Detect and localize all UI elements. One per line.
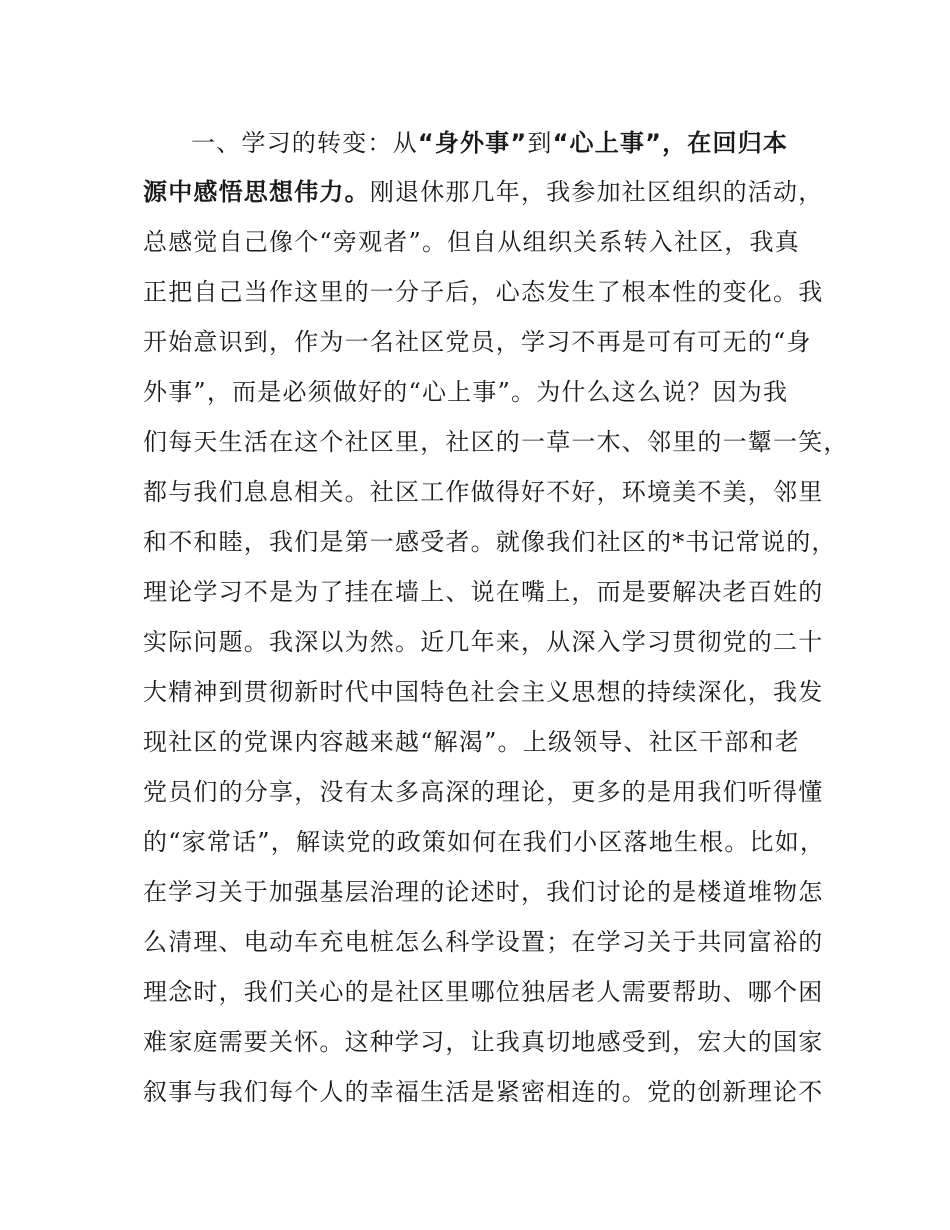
body-line: 都与我们息息相关。社区工作做得好不好，环境美不美，邻里	[143, 478, 824, 506]
body-line: 理论学习不是为了挂在墙上、说在嘴上，而是要解决老百姓的	[143, 578, 824, 606]
body-line: 叙事与我们每个人的幸福生活是紧密相连的。党的创新理论不	[143, 1078, 824, 1106]
body-line: 实际问题。我深以为然。近几年来，从深入学习贯彻党的二十	[143, 628, 824, 656]
heading-bold-2: “心上事”，在回归本	[552, 129, 789, 157]
body-line: 么清理、电动车充电桩怎么科学设置；在学习关于共同富裕的	[143, 928, 824, 956]
body-line: 党员们的分享，没有太多高深的理论，更多的是用我们听得懂	[143, 778, 824, 806]
body-line: 们每天生活在这个社区里，社区的一草一木、邻里的一颦一笑，	[143, 428, 849, 456]
body-line: 在学习关于加强基层治理的论述时，我们讨论的是楼道堆物怎	[143, 878, 824, 906]
heading-line2-rest: 刚退休那几年，我参加社区组织的活动，	[369, 178, 824, 206]
heading-line2-bold: 源中感悟思想伟力。	[143, 178, 370, 206]
heading-line-1	[191, 128, 823, 158]
body-line: 理念时，我们关心的是社区里哪位独居老人需要帮助、哪个困	[143, 978, 824, 1006]
body-line: 现社区的党课内容越来越“解渴”。上级领导、社区干部和老	[143, 728, 800, 756]
heading-mid: 到	[527, 129, 553, 157]
body-line: 和不和睦，我们是第一感受者。就像我们社区的*书记常说的，	[143, 528, 837, 556]
body-line: 难家庭需要关怀。这种学习，让我真切地感受到，宏大的国家	[143, 1028, 824, 1056]
body-line: 开始意识到，作为一名社区党员，学习不再是可有可无的“身	[143, 328, 812, 356]
heading-prefix: 一、学习的转变：从	[191, 129, 418, 157]
body-line: 总感觉自己像个“旁观者”。但自从组织关系转入社区，我真	[143, 228, 800, 256]
body-line: 的“家常话”，解读党的政策如何在我们小区落地生根。比如，	[143, 828, 826, 856]
body-line: 正把自己当作这里的一分子后，心态发生了根本性的变化。我	[143, 278, 824, 306]
body-line: 大精神到贯彻新时代中国特色社会主义思想的持续深化，我发	[143, 678, 824, 706]
heading-bold-1: “身外事”	[417, 129, 528, 157]
body-line: 外事”，而是必须做好的“心上事”。为什么这么说？因为我	[143, 378, 789, 406]
heading-line-2	[143, 177, 823, 207]
